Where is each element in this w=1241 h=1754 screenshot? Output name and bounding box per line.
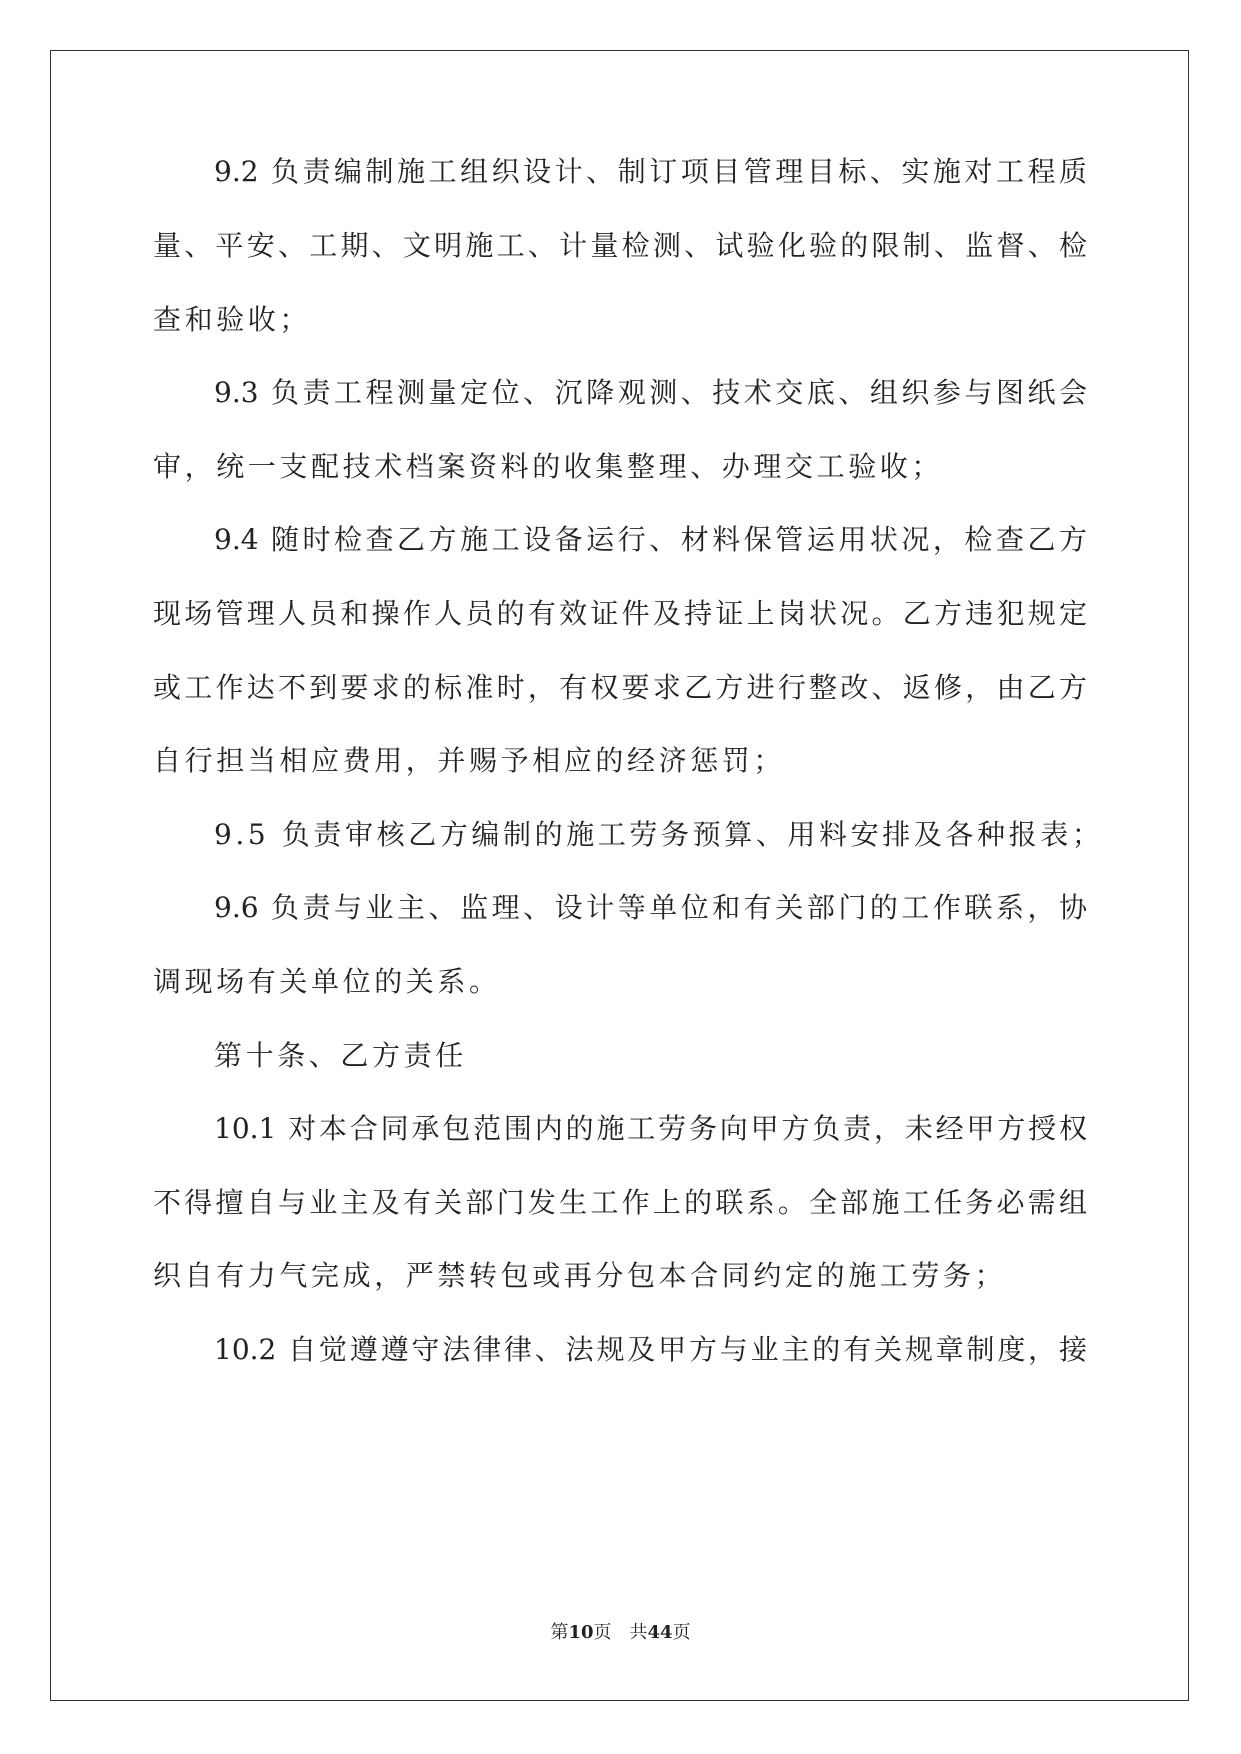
- text-line: 现场管理人员和操作人员的有效证件及持证上岗状况。乙方违犯规定: [153, 597, 1087, 630]
- text-line: 调现场有关单位的关系。: [153, 965, 501, 998]
- footer-suffix: 页: [672, 1622, 691, 1643]
- page-border: [50, 50, 1189, 1701]
- text-line: 9.2 负责编制施工组织设计、制订项目管理目标、实施对工程质: [214, 155, 1087, 188]
- text-line: 自行担当相应费用，并赐予相应的经济惩罚；: [153, 744, 786, 777]
- text-line: 10.1 对本合同承包范围内的施工劳务向甲方负责，未经甲方授权: [214, 1112, 1087, 1145]
- text-line: 不得擅自与业主及有关部门发生工作上的联系。全部施工任务必需组: [153, 1186, 1087, 1219]
- current-page-number: 10: [568, 1622, 594, 1643]
- text-line: 9.4 随时检查乙方施工设备运行、材料保管运用状况，检查乙方: [214, 523, 1087, 556]
- text-line: 审，统一支配技术档案资料的收集整理、办理交工验收；: [153, 450, 944, 483]
- text-line: 10.2 自觉遵遵守法律律、法规及甲方与业主的有关规章制度，接: [214, 1333, 1087, 1366]
- page-footer: [0, 1622, 1241, 1644]
- text-line: 或工作达不到要求的标准时，有权要求乙方进行整改、返修，由乙方: [153, 671, 1087, 704]
- footer-prefix: 第: [550, 1622, 569, 1643]
- text-line: 查和验收；: [153, 303, 312, 336]
- text-line: 9.3 负责工程测量定位、沉降观测、技术交底、组织参与图纸会: [214, 376, 1087, 409]
- text-line: 9.6 负责与业主、监理、设计等单位和有关部门的工作联系，协: [214, 891, 1087, 924]
- section-heading: 第十条、乙方责任: [214, 1039, 467, 1072]
- text-line: 量、平安、工期、文明施工、计量检测、试验化验的限制、监督、检: [153, 229, 1087, 262]
- text-line: 9.5 负责审核乙方编制的施工劳务预算、用料安排及各种报表；: [214, 818, 1104, 851]
- total-page-count: 44: [647, 1622, 673, 1643]
- footer-mid: 页 共: [593, 1622, 648, 1643]
- text-line: 织自有力气完成，严禁转包或再分包本合同约定的施工劳务；: [153, 1259, 1007, 1292]
